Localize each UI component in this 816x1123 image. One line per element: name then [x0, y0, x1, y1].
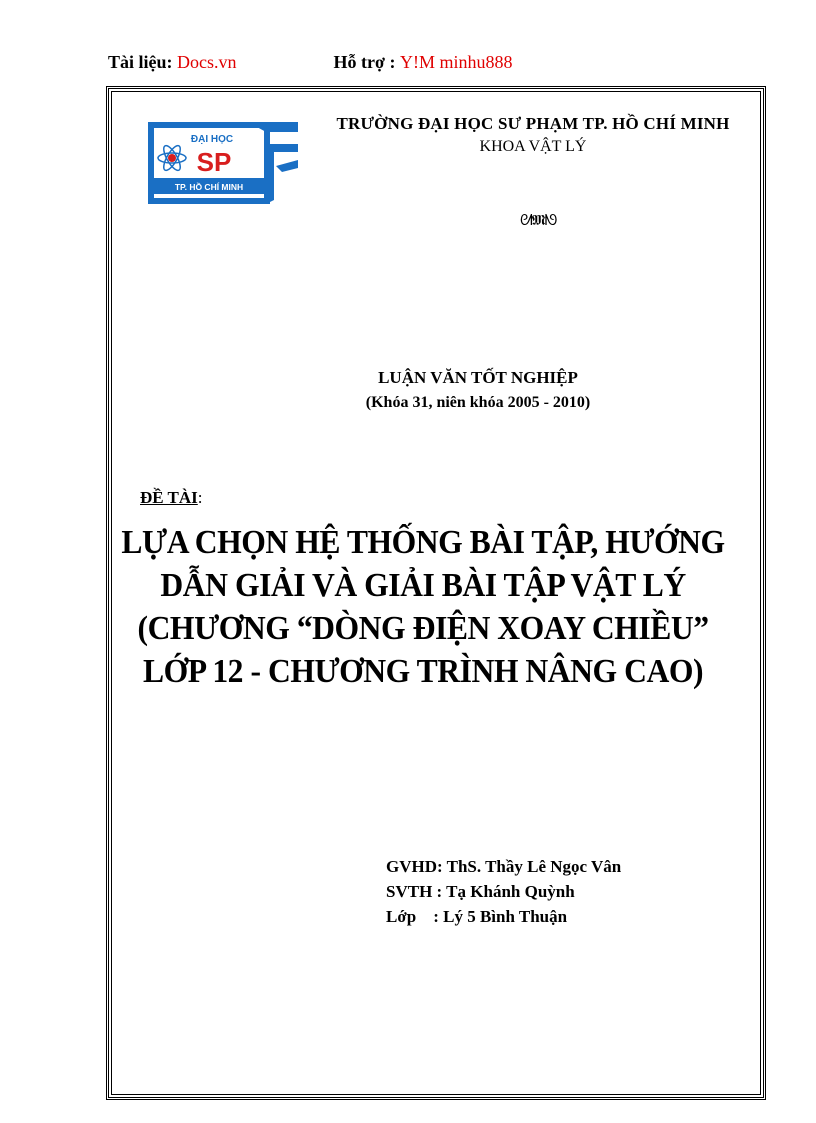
- topic-label-colon: :: [197, 488, 203, 507]
- class-label: Lớp :: [386, 907, 439, 926]
- doc-colon: :: [166, 52, 173, 72]
- class-row: [386, 904, 621, 929]
- university-logo-icon: [148, 122, 298, 206]
- school-name: TRƯỜNG ĐẠI HỌC SƯ PHẠM TP. HỒ CHÍ MINH: [336, 114, 730, 133]
- topic-label-text: ĐỀ TÀI: [140, 488, 198, 507]
- student-name: Tạ Khánh Quỳnh: [446, 882, 575, 901]
- thesis-title: [118, 521, 728, 693]
- student-label: SVTH :: [386, 882, 443, 901]
- advisor-name: ThS. Thầy Lê Ngọc Vân: [446, 857, 622, 876]
- ornament-glyphs: ᘛ𝕸ᘚ: [520, 213, 557, 229]
- support-label: Hỗ trợ: [333, 52, 385, 72]
- advisor-row: [386, 854, 621, 879]
- logo-main-text: SP: [196, 147, 232, 177]
- logo-top-text: ĐẠI HỌC: [190, 134, 234, 145]
- title-line: (CHƯƠNG “DÒNG ĐIỆN XOAY CHIỀU”: [137, 610, 709, 647]
- doc-label: Tài liệu: [108, 52, 167, 72]
- title-line: DẪN GIẢI VÀ GIẢI BÀI TẬP VẬT LÝ: [160, 567, 686, 604]
- support-colon: :: [384, 52, 400, 72]
- topic-label: [140, 488, 203, 508]
- class-name: Lý 5 Bình Thuận: [443, 907, 568, 926]
- thesis-heading: [300, 368, 656, 412]
- department-name: KHOA VẬT LÝ: [479, 138, 587, 155]
- author-info: [386, 854, 621, 929]
- support-value[interactable]: Y!M minhu888: [399, 52, 513, 72]
- student-row: [386, 879, 621, 904]
- thesis-course: (Khóa 31, niên khóa 2005 - 2010): [365, 394, 591, 411]
- title-line: LỰA CHỌN HỆ THỐNG BÀI TẬP, HƯỚNG: [121, 524, 725, 561]
- school-heading: [300, 114, 766, 156]
- title-line: LỚP 12 - CHƯƠNG TRÌNH NÂNG CAO): [143, 653, 704, 690]
- logo-bottom-text: TP. HỒ CHÍ MINH: [174, 182, 244, 192]
- top-header: [108, 52, 512, 73]
- advisor-label: GVHD:: [386, 857, 443, 876]
- thesis-type: LUẬN VĂN TỐT NGHIỆP: [378, 368, 578, 387]
- doc-link[interactable]: Docs.vn: [177, 52, 237, 72]
